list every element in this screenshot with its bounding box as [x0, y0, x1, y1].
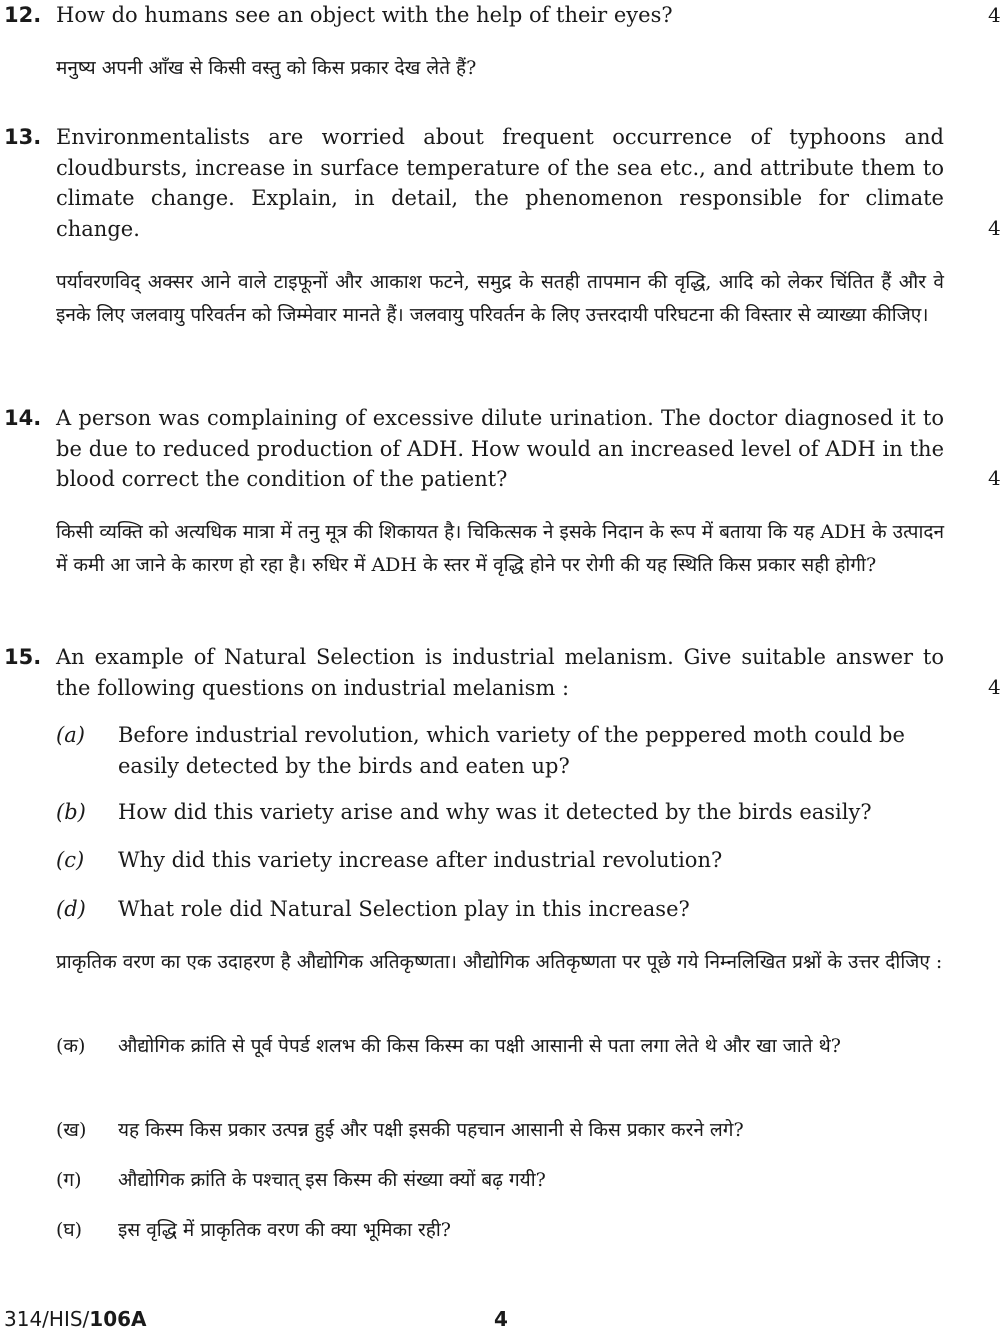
- question-text-hindi: पर्यावरणविद् अक्सर आने वाले टाइफूनों और आकाश फटने, समुद्र के सतही तापमान की वृद्धि, आदि को लेकर चिंतित हैं और वे इनके लिए जलवायु परिवर्तन को जिम्मेवार मानते हैं। जलवायु परिवर्तन के लिए उत्तरदायी परिघटना की विस्तार से व्याख्या कीजिए।: [56, 271, 944, 326]
- question-text-english: How do humans see an object with the help of their eyes?: [56, 3, 673, 27]
- question-marks: 4: [988, 3, 1001, 27]
- sub-question-label-hindi: (ख): [56, 1119, 87, 1141]
- sub-question-label-hindi: (घ): [56, 1219, 83, 1241]
- question-text-english: Environmentalists are worried about frequent occurrence of typhoons and cloudbursts, increase in surface temperature of the sea etc., and attribute them to climate change. Explain, in detail, the phenomenon responsible for climate change.: [56, 125, 944, 241]
- sub-question-text: Before industrial revolution, which variety of the peppered moth could be easily detected by the birds and eaten up?: [118, 723, 905, 778]
- question-text-english: A person was complaining of excessive dilute urination. The doctor diagnosed it to be due to reduced production of ADH. How would an increased level of ADH in the blood correct the condition of the patient?: [56, 406, 944, 491]
- sub-question-text-hindi: यह किस्म किस प्रकार उत्पन्न हुई और पक्षी इसकी पहचान आसानी से किस प्रकार करने लगे?: [118, 1119, 744, 1141]
- question-text-hindi: किसी व्यक्ति को अत्यधिक मात्रा में तनु मूत्र की शिकायत है। चिकित्सक ने इसके निदान के रूप में बताया कि यह ADH के उत्पादन में कमी आ जाने के कारण हो रहा है। रुधिर में ADH के स्तर में वृद्धि होने पर रोगी की यह स्थिति किस प्रकार सही होगी?: [56, 521, 944, 576]
- paper-code-suffix: 106A: [89, 1307, 147, 1331]
- sub-question-text-hindi: इस वृद्धि में प्राकृतिक वरण की क्या भूमिका रही?: [118, 1219, 451, 1241]
- question-text-hindi: प्राकृतिक वरण का एक उदाहरण है औद्योगिक अतिकृष्णता। औद्योगिक अतिकृष्णता पर पूछे गये निम्नलिखित प्रश्नों के उत्तर दीजिए :: [56, 951, 943, 973]
- sub-question-label: (d): [56, 897, 86, 921]
- question-number: 15.: [4, 645, 42, 669]
- sub-question-label-hindi: (क): [56, 1035, 86, 1057]
- question-marks: 4: [988, 675, 1001, 699]
- paper-code-prefix: 314/HIS/: [4, 1307, 90, 1331]
- sub-question-label: (c): [56, 848, 85, 872]
- sub-question-text-hindi: औद्योगिक क्रांति से पूर्व पेपर्ड शलभ की किस किस्म का पक्षी आसानी से पता लगा लेते थे और खा जाते थे?: [118, 1035, 841, 1057]
- sub-question-text-hindi: औद्योगिक क्रांति के पश्चात् इस किस्म की संख्या क्यों बढ़ गयी?: [118, 1169, 546, 1191]
- sub-question-label: (a): [56, 723, 85, 747]
- sub-question-text: Why did this variety increase after industrial revolution?: [118, 848, 723, 872]
- question-text-english: An example of Natural Selection is industrial melanism. Give suitable answer to the following questions on industrial melanism :: [56, 645, 944, 700]
- question-number: 13.: [4, 125, 42, 149]
- sub-question-label-hindi: (ग): [56, 1169, 82, 1191]
- question-text-hindi: मनुष्य अपनी आँख से किसी वस्तु को किस प्रकार देख लेते हैं?: [56, 57, 477, 79]
- paper-code: [4, 1306, 147, 1332]
- question-number: 12.: [4, 3, 42, 27]
- question-number: 14.: [4, 406, 42, 430]
- sub-question-text: What role did Natural Selection play in this increase?: [118, 897, 690, 921]
- question-marks: 4: [988, 466, 1001, 490]
- page-number: 4: [494, 1307, 508, 1331]
- sub-question-text: How did this variety arise and why was it detected by the birds easily?: [118, 800, 872, 824]
- sub-question-label: (b): [56, 800, 86, 824]
- question-marks: 4: [988, 216, 1001, 240]
